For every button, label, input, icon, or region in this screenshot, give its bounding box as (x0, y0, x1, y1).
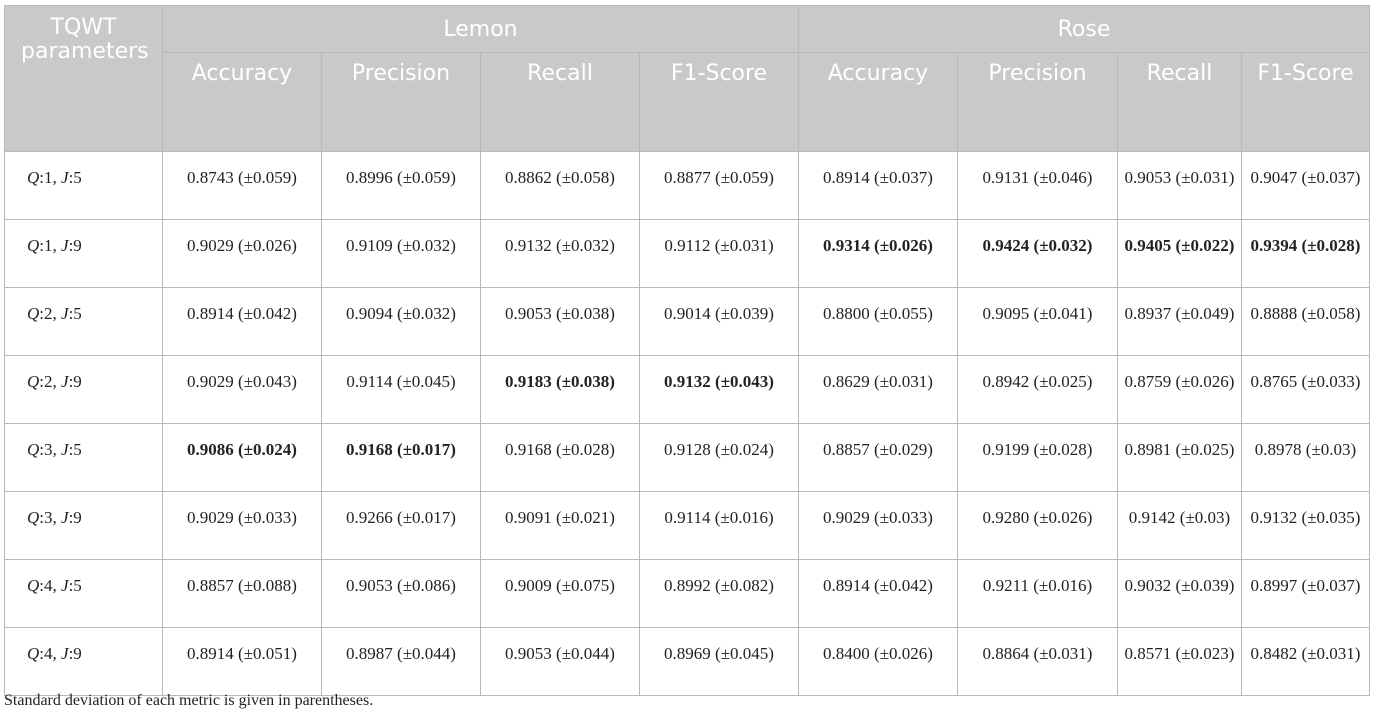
metric-cell: 0.8997 (±0.037) (1242, 560, 1370, 628)
metric-cell: 0.8914 (±0.042) (163, 288, 322, 356)
param-value: :4, (39, 576, 62, 595)
metric-cell: 0.8937 (±0.049) (1118, 288, 1242, 356)
table-row (5, 288, 1370, 356)
metric-cell: 0.9053 (±0.086) (322, 560, 481, 628)
header-lemon-precision: Precision (322, 53, 481, 152)
metric-cell: 0.9132 (±0.043) (640, 356, 799, 424)
metric-cell: 0.9095 (±0.041) (958, 288, 1118, 356)
metric-cell: 0.9168 (±0.028) (481, 424, 640, 492)
metric-cell: 0.8969 (±0.045) (640, 628, 799, 696)
param-value: :3, (39, 508, 62, 527)
header-rose-precision: Precision (958, 53, 1118, 152)
metric-cell: 0.8914 (±0.037) (799, 152, 958, 220)
metric-cell: 0.9280 (±0.026) (958, 492, 1118, 560)
param-value: :1, (39, 168, 62, 187)
metric-cell: 0.9132 (±0.035) (1242, 492, 1370, 560)
param-value: :1, (39, 236, 62, 255)
metric-cell: 0.9131 (±0.046) (958, 152, 1118, 220)
param-value: :9 (68, 508, 82, 527)
results-table (4, 5, 1370, 696)
metric-cell: 0.9114 (±0.016) (640, 492, 799, 560)
param-symbol: J (61, 576, 69, 595)
metric-cell: 0.8981 (±0.025) (1118, 424, 1242, 492)
metric-cell: 0.9405 (±0.022) (1118, 220, 1242, 288)
metric-cell: 0.8482 (±0.031) (1242, 628, 1370, 696)
table-row (5, 424, 1370, 492)
metric-cell: 0.8759 (±0.026) (1118, 356, 1242, 424)
param-value: :4, (39, 644, 62, 663)
metric-cell: 0.8978 (±0.03) (1242, 424, 1370, 492)
header-lemon-f1-score: F1-Score (640, 53, 799, 152)
param-cell (5, 628, 163, 696)
metric-cell: 0.9053 (±0.038) (481, 288, 640, 356)
table-body (5, 152, 1370, 696)
metric-cell: 0.9394 (±0.028) (1242, 220, 1370, 288)
table-row (5, 560, 1370, 628)
metric-cell: 0.9053 (±0.044) (481, 628, 640, 696)
table-header (5, 6, 1370, 152)
header-lemon-accuracy: Accuracy (163, 53, 322, 152)
metric-cell: 0.8629 (±0.031) (799, 356, 958, 424)
metric-cell: 0.8987 (±0.044) (322, 628, 481, 696)
header-group-lemon: Lemon (163, 6, 799, 53)
metric-cell: 0.9128 (±0.024) (640, 424, 799, 492)
param-value: :3, (39, 440, 62, 459)
metric-cell: 0.8743 (±0.059) (163, 152, 322, 220)
param-symbol: Q (27, 372, 40, 391)
metric-cell: 0.9266 (±0.017) (322, 492, 481, 560)
param-cell (5, 356, 163, 424)
metric-cell: 0.9114 (±0.045) (322, 356, 481, 424)
param-value: :5 (68, 440, 82, 459)
metric-cell: 0.8864 (±0.031) (958, 628, 1118, 696)
header-rose-recall: Recall (1118, 53, 1242, 152)
metric-cell: 0.8857 (±0.029) (799, 424, 958, 492)
metric-cell: 0.8800 (±0.055) (799, 288, 958, 356)
param-value: :5 (68, 168, 82, 187)
metric-cell: 0.9086 (±0.024) (163, 424, 322, 492)
param-value: :2, (39, 304, 62, 323)
metric-cell: 0.9211 (±0.016) (958, 560, 1118, 628)
metric-cell: 0.8765 (±0.033) (1242, 356, 1370, 424)
param-value: :5 (68, 304, 82, 323)
metric-cell: 0.9032 (±0.039) (1118, 560, 1242, 628)
table-row (5, 152, 1370, 220)
param-symbol: Q (27, 440, 40, 459)
header-tqwt-parameters: TQWT parameters (5, 6, 163, 152)
param-symbol: J (61, 372, 69, 391)
metric-cell: 0.9168 (±0.017) (322, 424, 481, 492)
param-symbol: J (61, 644, 69, 663)
table-row (5, 628, 1370, 696)
param-symbol: J (61, 168, 69, 187)
metric-cell: 0.9094 (±0.032) (322, 288, 481, 356)
param-symbol: Q (27, 576, 40, 595)
metric-cell: 0.9091 (±0.021) (481, 492, 640, 560)
table-row (5, 492, 1370, 560)
param-cell (5, 288, 163, 356)
header-rose-f1-score: F1-Score (1242, 53, 1370, 152)
metric-cell: 0.8857 (±0.088) (163, 560, 322, 628)
param-cell (5, 424, 163, 492)
metric-cell: 0.8888 (±0.058) (1242, 288, 1370, 356)
param-symbol: Q (27, 644, 40, 663)
metric-cell: 0.8914 (±0.042) (799, 560, 958, 628)
metric-cell: 0.9029 (±0.043) (163, 356, 322, 424)
metric-cell: 0.9314 (±0.026) (799, 220, 958, 288)
param-value: :5 (68, 576, 82, 595)
metric-cell: 0.9014 (±0.039) (640, 288, 799, 356)
metric-cell: 0.8400 (±0.026) (799, 628, 958, 696)
metric-cell: 0.9029 (±0.026) (163, 220, 322, 288)
metric-cell: 0.9199 (±0.028) (958, 424, 1118, 492)
metric-cell: 0.9112 (±0.031) (640, 220, 799, 288)
header-rose-accuracy: Accuracy (799, 53, 958, 152)
param-symbol: Q (27, 508, 40, 527)
param-symbol: J (61, 440, 69, 459)
table-row (5, 356, 1370, 424)
metric-cell: 0.9009 (±0.075) (481, 560, 640, 628)
metric-cell: 0.8571 (±0.023) (1118, 628, 1242, 696)
metric-cell: 0.9029 (±0.033) (799, 492, 958, 560)
metric-cell: 0.9047 (±0.037) (1242, 152, 1370, 220)
metric-cell: 0.9183 (±0.038) (481, 356, 640, 424)
param-symbol: J (61, 304, 69, 323)
param-symbol: J (61, 236, 69, 255)
metric-cell: 0.9132 (±0.032) (481, 220, 640, 288)
metric-cell: 0.8942 (±0.025) (958, 356, 1118, 424)
table-row (5, 220, 1370, 288)
metric-cell: 0.8992 (±0.082) (640, 560, 799, 628)
param-cell (5, 152, 163, 220)
table-footnote: Standard deviation of each metric is given in parentheses. (4, 692, 374, 709)
metric-cell: 0.8877 (±0.059) (640, 152, 799, 220)
metric-cell: 0.8914 (±0.051) (163, 628, 322, 696)
metric-cell: 0.9109 (±0.032) (322, 220, 481, 288)
param-value: :2, (39, 372, 62, 391)
param-value: :9 (68, 236, 82, 255)
param-cell (5, 220, 163, 288)
param-value: :9 (68, 644, 82, 663)
param-symbol: J (61, 508, 69, 527)
metric-cell: 0.9029 (±0.033) (163, 492, 322, 560)
metric-cell: 0.9424 (±0.032) (958, 220, 1118, 288)
param-cell (5, 492, 163, 560)
param-symbol: Q (27, 304, 40, 323)
param-cell (5, 560, 163, 628)
metric-cell: 0.9142 (±0.03) (1118, 492, 1242, 560)
param-symbol: Q (27, 236, 40, 255)
param-value: :9 (68, 372, 82, 391)
header-lemon-recall: Recall (481, 53, 640, 152)
metric-cell: 0.8862 (±0.058) (481, 152, 640, 220)
metric-cell: 0.9053 (±0.031) (1118, 152, 1242, 220)
param-symbol: Q (27, 168, 40, 187)
header-group-rose: Rose (799, 6, 1370, 53)
metric-cell: 0.8996 (±0.059) (322, 152, 481, 220)
